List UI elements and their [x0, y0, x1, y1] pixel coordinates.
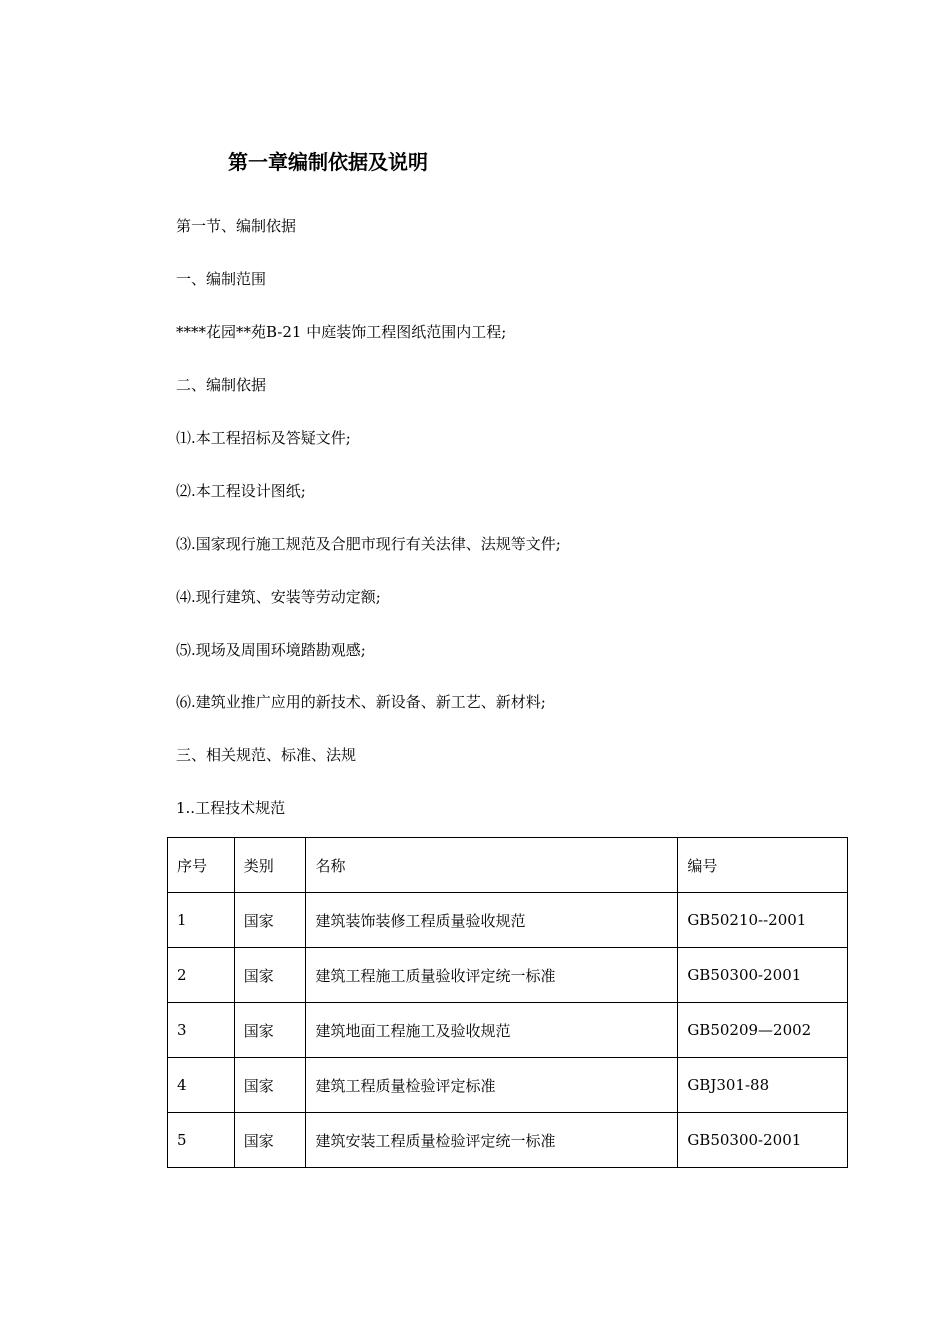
- table-cell: 国家: [234, 1003, 306, 1058]
- spec-table: [167, 837, 848, 1168]
- table-header-row: [168, 838, 848, 893]
- table-cell: GB50300-2001: [678, 1113, 848, 1168]
- basis-heading: 二、编制依据: [176, 376, 267, 394]
- tech-spec-heading: 1..工程技术规范: [176, 799, 286, 817]
- basis-item: ⑸.现场及周围环境踏勘观感;: [176, 641, 366, 659]
- table-cell: 1: [168, 893, 235, 948]
- table-cell: GB50209—2002: [678, 1003, 848, 1058]
- table-cell: 3: [168, 1003, 235, 1058]
- header-cell: 序号: [168, 838, 235, 893]
- table-row: [168, 893, 848, 948]
- table-cell: 5: [168, 1113, 235, 1168]
- table-row: [168, 1058, 848, 1113]
- table-cell: 建筑安装工程质量检验评定统一标准: [306, 1113, 678, 1168]
- table-cell: 建筑装饰装修工程质量验收规范: [306, 893, 678, 948]
- table-row: [168, 1113, 848, 1168]
- table-cell: 国家: [234, 893, 306, 948]
- table-cell: 建筑工程质量检验评定标准: [306, 1058, 678, 1113]
- table-cell: 2: [168, 948, 235, 1003]
- chapter-title: 第一章编制依据及说明: [228, 150, 428, 174]
- table-cell: GBJ301-88: [678, 1058, 848, 1113]
- table-cell: 国家: [234, 1113, 306, 1168]
- table-cell: GB50300-2001: [678, 948, 848, 1003]
- basis-item: ⑷.现行建筑、安装等劳动定额;: [176, 588, 381, 606]
- scope-heading: 一、编制范围: [176, 270, 267, 288]
- header-cell: 编号: [678, 838, 848, 893]
- table-row: [168, 1003, 848, 1058]
- scope-text: ****花园**苑B-21 中庭装饰工程图纸范围内工程;: [176, 323, 507, 341]
- table-cell: 国家: [234, 1058, 306, 1113]
- table-row: [168, 948, 848, 1003]
- table-cell: 4: [168, 1058, 235, 1113]
- standards-heading: 三、相关规范、标准、法规: [176, 746, 357, 764]
- section-heading: 第一节、编制依据: [176, 217, 297, 235]
- basis-item: ⑹.建筑业推广应用的新技术、新设备、新工艺、新材料;: [176, 693, 546, 711]
- table-cell: 国家: [234, 948, 306, 1003]
- basis-item: ⑵.本工程设计图纸;: [176, 482, 306, 500]
- table-cell: 建筑地面工程施工及验收规范: [306, 1003, 678, 1058]
- header-cell: 名称: [306, 838, 678, 893]
- table-cell: 建筑工程施工质量验收评定统一标准: [306, 948, 678, 1003]
- basis-item: ⑴.本工程招标及答疑文件;: [176, 429, 351, 447]
- table-cell: GB50210--2001: [678, 893, 848, 948]
- basis-item: ⑶.国家现行施工规范及合肥市现行有关法律、法规等文件;: [176, 535, 561, 553]
- header-cell: 类别: [234, 838, 306, 893]
